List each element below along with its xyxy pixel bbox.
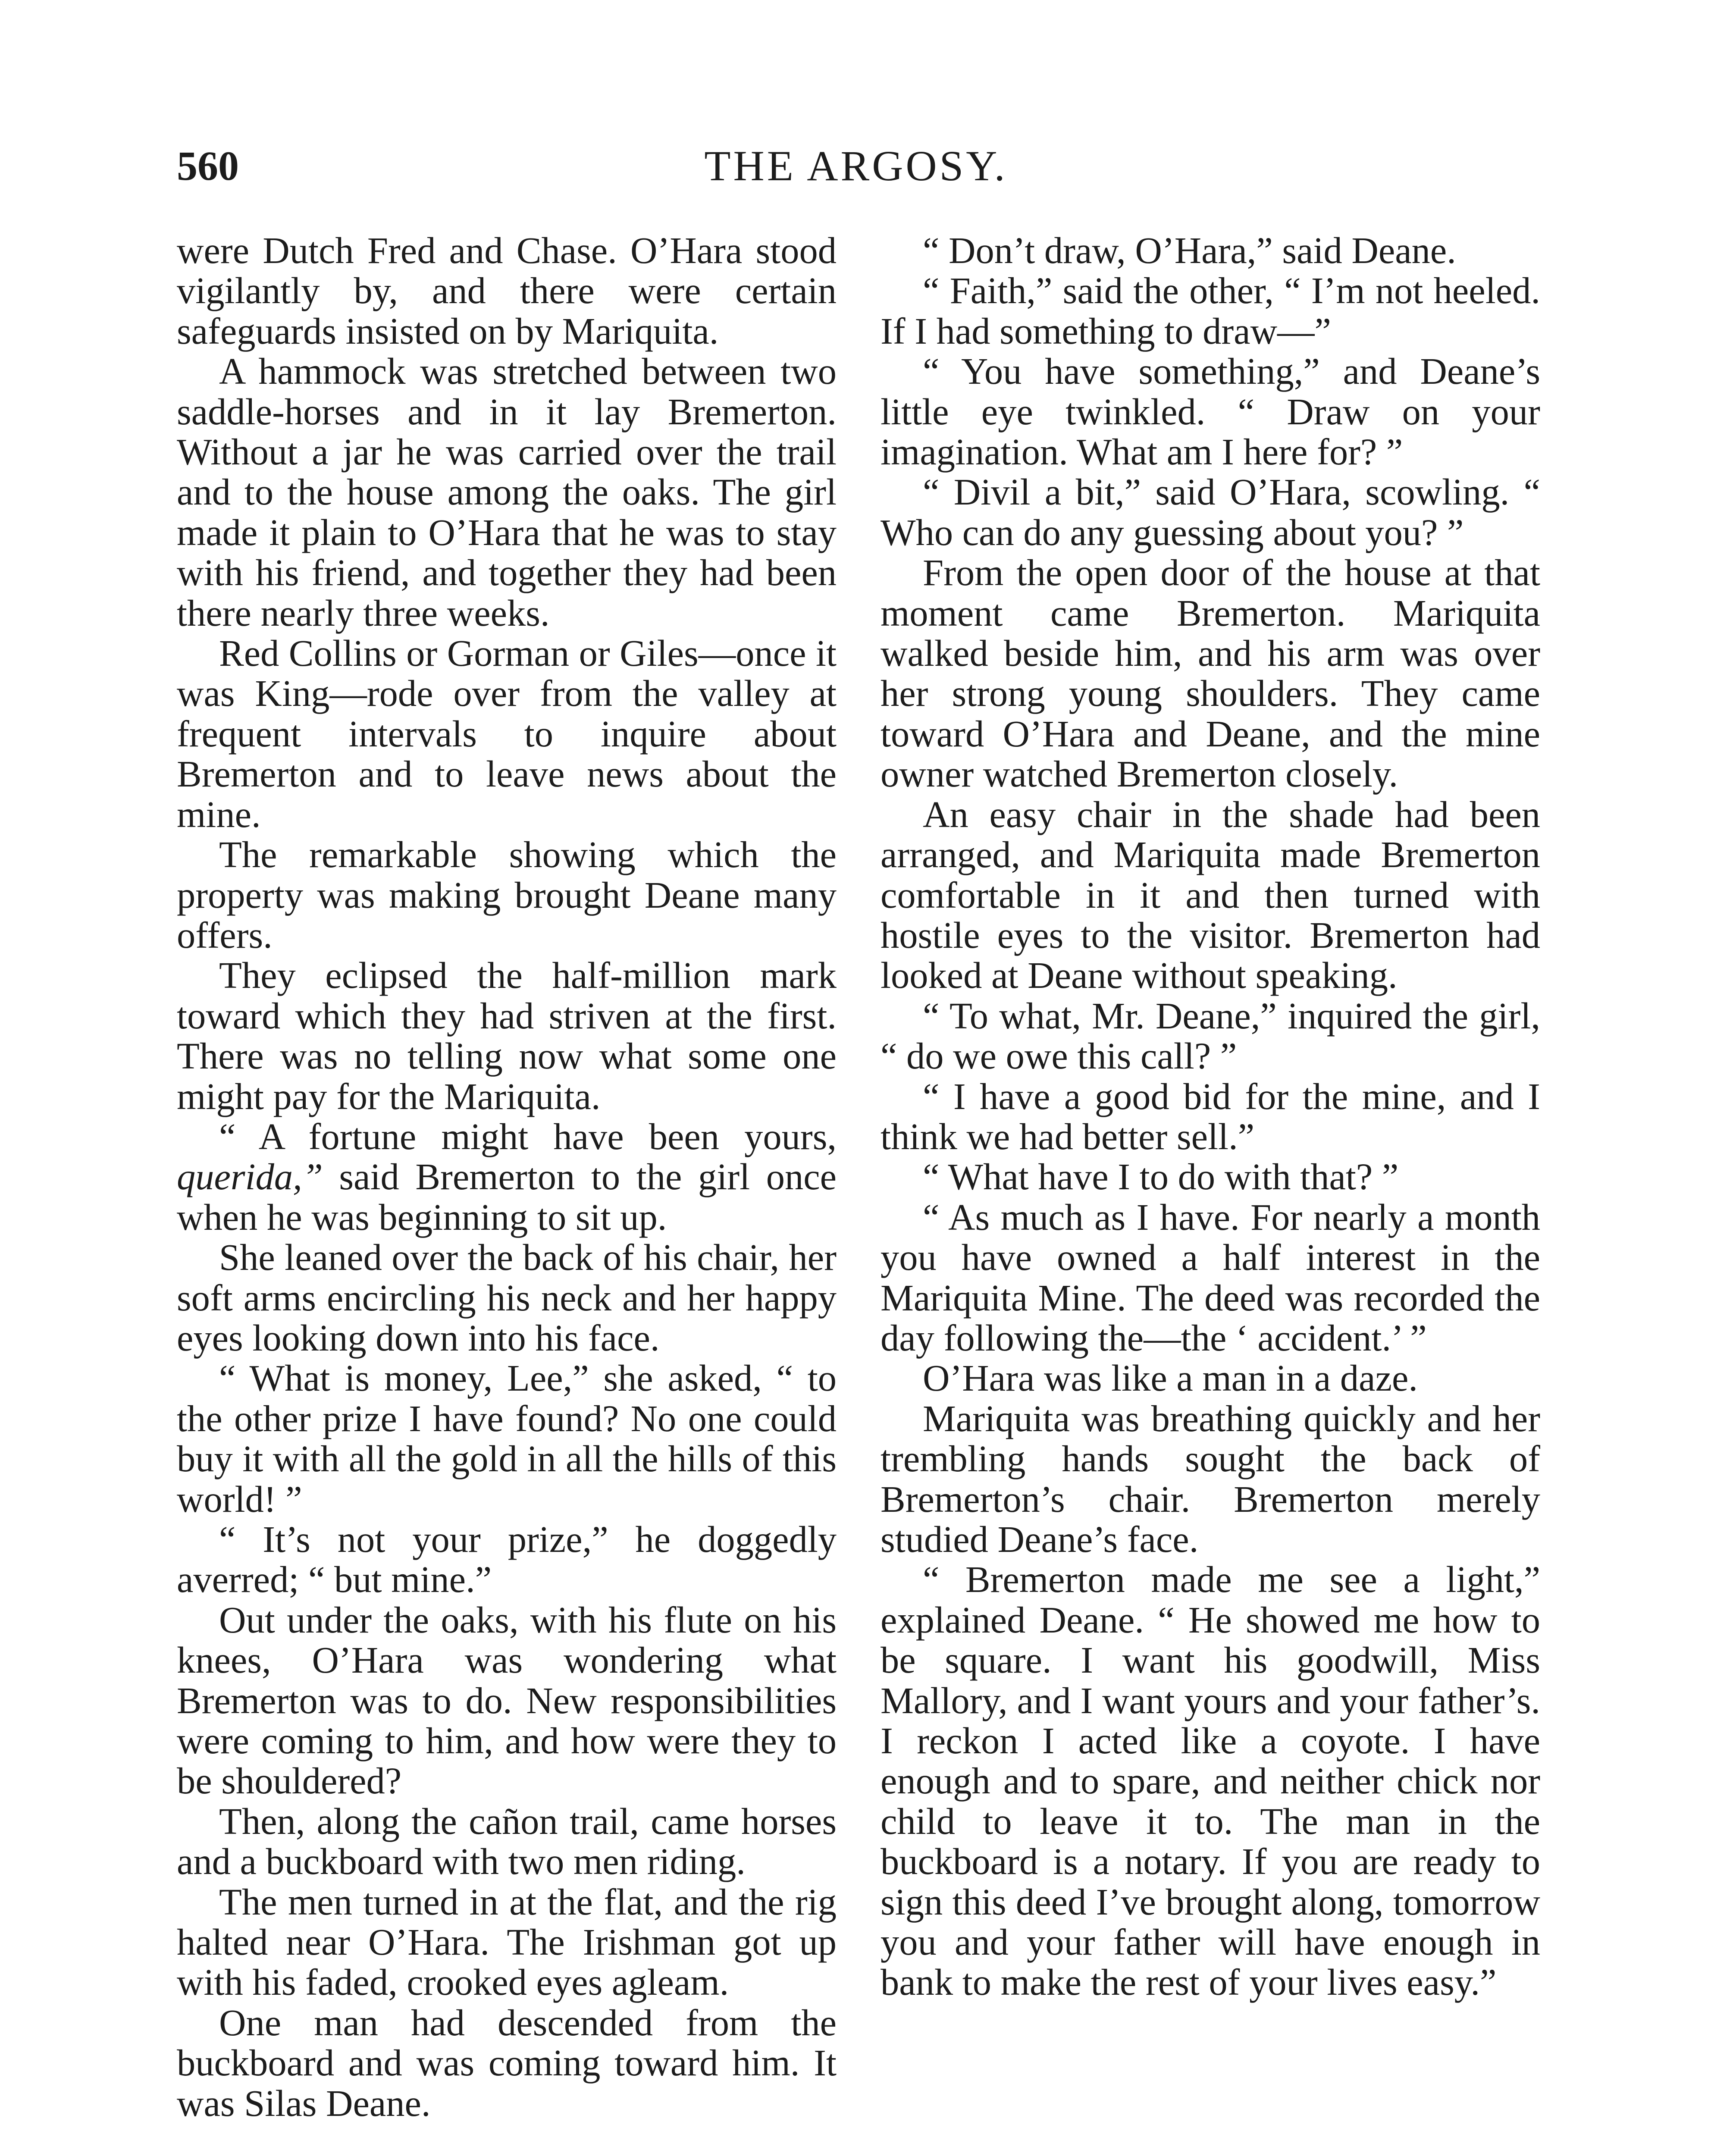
dialogue-text: said Bremerton to the girl once when he was beginning to sit up. <box>177 1156 837 1238</box>
italic-word: querida,” <box>177 1156 323 1198</box>
paragraph: “ Divil a bit,” said O’Hara, scowling. “ Who can do any guessing about you? ” <box>881 471 1540 553</box>
paragraph: “ What is money, Lee,” she asked, “ to the other prize I have found? No one could buy it with all the gold in all the hills of this world! ” <box>177 1357 837 1520</box>
paragraph: An easy chair in the shade had been arranged, and Mariquita made Bremerton comfortable in it and then turned with hostile eyes to the visitor. Bremerton had looked at Deane without speaking. <box>881 793 1540 997</box>
paragraph: O’Hara was like a man in a daze. <box>923 1357 1418 1399</box>
paragraph: From the open door of the house at that moment came Bremerton. Mariquita walked beside him, and his arm was over her strong young shoulders. They came toward O’Hara and Deane, and the mine owner watched Bremerton closely. <box>881 552 1540 795</box>
paragraph: “ What have I to do with that? ” <box>923 1156 1399 1198</box>
right-column <box>881 231 1540 2003</box>
paragraph: “ To what, Mr. Deane,” inquired the girl, “ do we owe this call? ” <box>881 995 1540 1077</box>
paragraph: “ I have a good bid for the mine, and I think we had better sell.” <box>881 1075 1540 1157</box>
paragraph: “ Faith,” said the other, “ I’m not heeled. If I had something to draw—” <box>881 270 1540 352</box>
paragraph: Out under the oaks, with his flute on his knees, O’Hara was wondering what Bremerton was to do. New responsibilities were coming to him, and how were they to be shouldered? <box>177 1599 837 1802</box>
paragraph: were Dutch Fred and Chase. O’Hara stood vigilantly by, and there were certain safeguards insisted on by Mariquita. <box>177 230 837 352</box>
paragraph: The men turned in at the flat, and the rig halted near O’Hara. The Irishman got up with his faded, crooked eyes agleam. <box>177 1881 837 2003</box>
paragraph: “ Don’t draw, O’Hara,” said Deane. <box>923 230 1456 271</box>
running-title: THE ARGOSY. <box>704 142 1008 190</box>
left-column <box>177 231 837 2124</box>
paragraph <box>177 1117 837 1238</box>
paragraph: The remarkable showing which the property was making brought Deane many offers. <box>177 834 837 956</box>
dialogue-text: “ A fortune might have been yours, <box>219 1116 837 1157</box>
paragraph: Mariquita was breathing quickly and her trembling hands sought the back of Bremerton’s chair. Bremerton merely studied Deane’s face. <box>881 1398 1540 1560</box>
paragraph: Red Collins or Gorman or Giles—once it was King—rode over from the valley at frequent intervals to inquire about Bremerton and to leave news about the mine. <box>177 633 837 835</box>
paragraph: A hammock was stretched between two saddle-horses and in it lay Bremerton. Without a jar he was carried over the trail and to the house among the oaks. The girl made it plain to O’Hara that he was to stay with his friend, and together they had been there nearly three weeks. <box>177 351 837 634</box>
page-number: 560 <box>177 143 239 189</box>
paragraph: “ Bremerton made me see a light,” explained Deane. “ He showed me how to be square. I want his goodwill, Miss Mallory, and I want yours and your father’s. I reckon I acted like a coyote. I have enough and to spare, and neither chick nor child to leave it to. The man in the buckboard is a notary. If you are ready to sign this deed I’ve brought along, tomorrow you and your father will have enough in bank to make the rest of your lives easy.” <box>881 1559 1540 2003</box>
page-header <box>177 142 1535 198</box>
paragraph: Then, along the cañon trail, came horses and a buckboard with two men riding. <box>177 1800 837 1883</box>
paragraph: One man had descended from the buckboard and was coming toward him. It was Silas Deane. <box>177 2002 837 2124</box>
paragraph: “ It’s not your prize,” he doggedly averred; “ but mine.” <box>177 1519 837 1601</box>
paragraph: “ You have something,” and Deane’s little eye twinkled. “ Draw on your imagination. What am I here for? ” <box>881 351 1540 473</box>
paragraph: “ As much as I have. For nearly a month you have owned a half interest in the Mariquita Mine. The deed was recorded the day following the—the ‘ accident.’ ” <box>881 1196 1540 1359</box>
paragraph: They eclipsed the half-million mark toward which they had striven at the first. There was no telling now what some one might pay for the Mariquita. <box>177 955 837 1117</box>
paragraph: She leaned over the back of his chair, her soft arms encircling his neck and her happy eyes looking down into his face. <box>177 1237 837 1359</box>
